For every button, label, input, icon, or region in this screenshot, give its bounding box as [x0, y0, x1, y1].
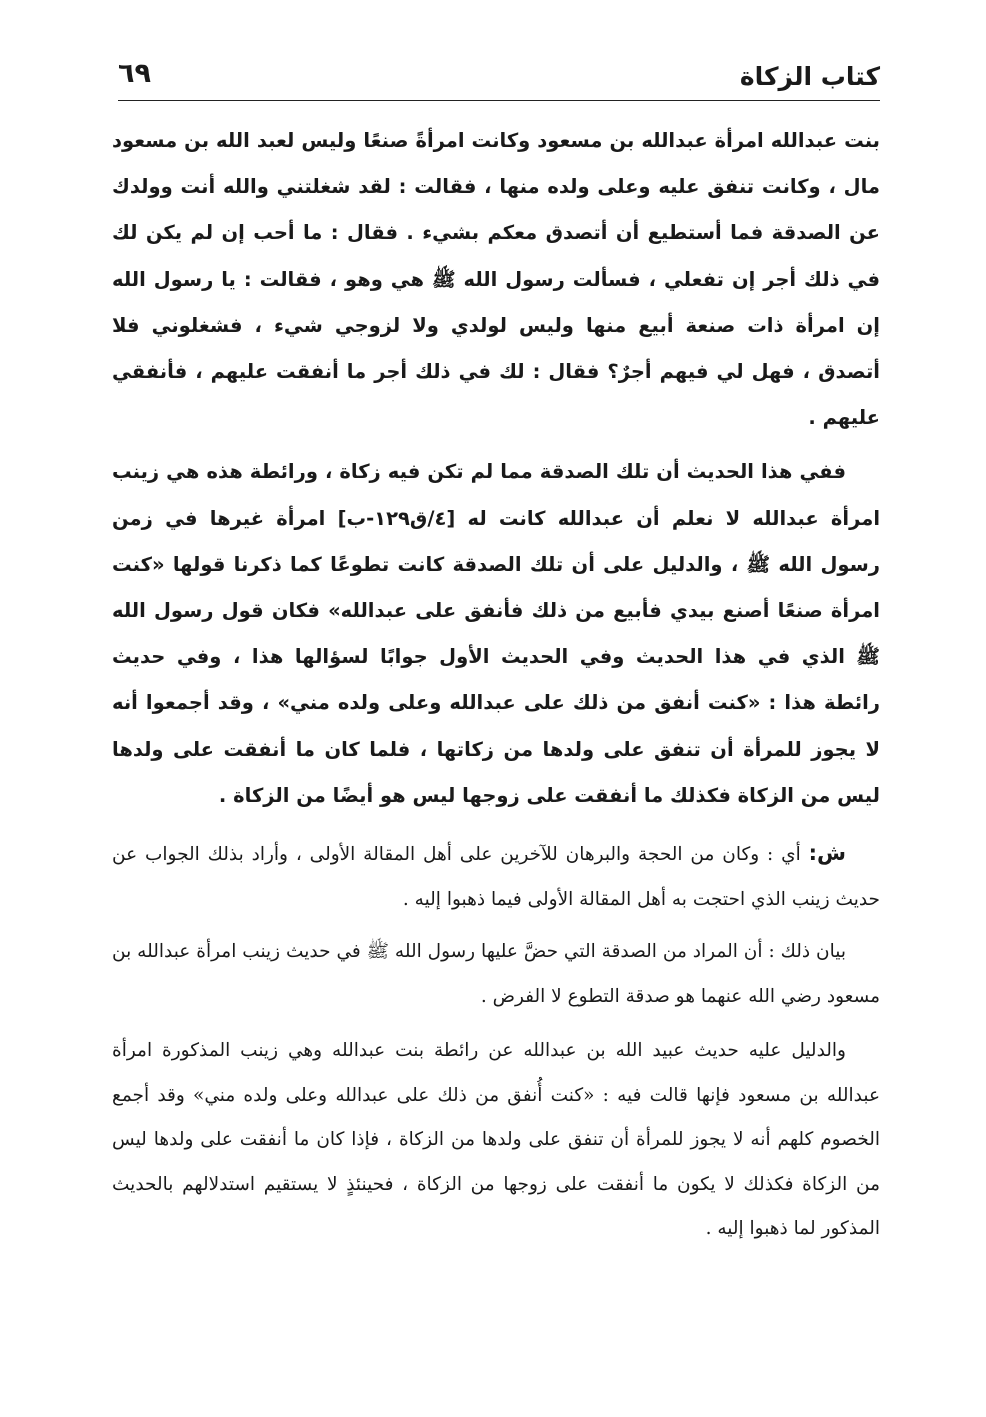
paragraph-text: والدليل عليه حديث عبيد الله بن عبدالله عن رائطة بنت عبدالله وهي زينب المذكورة امرأة عبدالله بن مسعود فإنها قالت فيه : «كنت أُنفق من ذلك على عبدالله وعلى ولده مني» وقد أجمع الخصوم كلهم أنه لا يجوز للمرأة أن تنفق على ولدها من الزكاة ، فإذا كان ما أنفقت على ولدها ليس من الزكاة فكذلك لا يكون ما أنفقت على زوجها من الزكاة ، فحينئذٍ لا يستقيم استدلالهم بالحديث المذكور لما ذهبوا إليه .	[112, 1040, 880, 1240]
sharh-marker: ش:	[808, 841, 846, 866]
paragraph-text: بنت عبدالله امرأة عبدالله بن مسعود وكانت امرأةً صنعًا وليس لعبد الله بن مسعود مال ، وكانت تنفق عليه وعلى ولده منها ، فقالت : لقد شغلتني والله أنت وولدك عن الصدقة فما أستطيع أن أتصدق معكم بشيء . فقال : ما أحب إن لم يكن لك في ذلك أجر إن تفعلي ، فسألت رسول الله ﷺ هي وهو ، فقالت : يا رسول الله إن امرأة ذات صنعة أبيع منها وليس لولدي ولا لزوجي شيء ، فشغلوني فلا أتصدق ، فهل لي فيهم أجرٌ؟ فقال : لك في ذلك أجر ما أنفقت عليهم ، فأنفقي عليهم .	[112, 129, 880, 430]
page-header	[118, 56, 880, 101]
paragraph-evidence	[112, 1029, 880, 1252]
running-title: كتاب الزكاة	[739, 62, 880, 91]
paragraph-explanation	[112, 930, 880, 1019]
paragraph-sharh	[112, 831, 880, 922]
paragraph-tahawi-commentary	[112, 449, 880, 819]
page-body	[112, 118, 880, 1252]
page-number: ٦٩	[118, 58, 151, 89]
paragraph-text: ففي هذا الحديث أن تلك الصدقة مما لم تكن فيه زكاة ، ورائطة هذه هي زينب امرأة عبدالله لا نعلم أن عبدالله كانت له [٤/ق١٢٩-ب] امرأة غيرها في زمن رسول الله ﷺ ، والدليل على أن تلك الصدقة كانت تطوعًا كما ذكرنا قولها «كنت امرأة صنعًا أصنع بيدي فأبيع من ذلك فأنفق على عبدالله» فكان قول رسول الله ﷺ الذي في هذا الحديث وفي الحديث الأول جوابًا لسؤالها هذا ، وفي حديث رائطة هذا : «كنت أنفق من ذلك على عبدالله وعلى ولده مني» ، وقد أجمعوا أنه لا يجوز للمرأة أن تنفق على ولدها من زكاتها ، فلما كان ما أنفقت على ولدها ليس من الزكاة فكذلك ما أنفقت على زوجها ليس هو أيضًا من الزكاة .	[112, 460, 880, 807]
paragraph-hadith-text	[112, 118, 880, 441]
paragraph-text: أي : وكان من الحجة والبرهان للآخرين على أهل المقالة الأولى ، وأراد بذلك الجواب عن حديث زينب الذي احتجت به أهل المقالة الأولى فيما ذهبوا إليه .	[112, 844, 880, 910]
paragraph-text: بيان ذلك : أن المراد من الصدقة التي حضَّ عليها رسول الله ﷺ في حديث زينب امرأة عبدالله بن مسعود رضي الله عنهما هو صدقة التطوع لا الفرض .	[112, 941, 880, 1007]
